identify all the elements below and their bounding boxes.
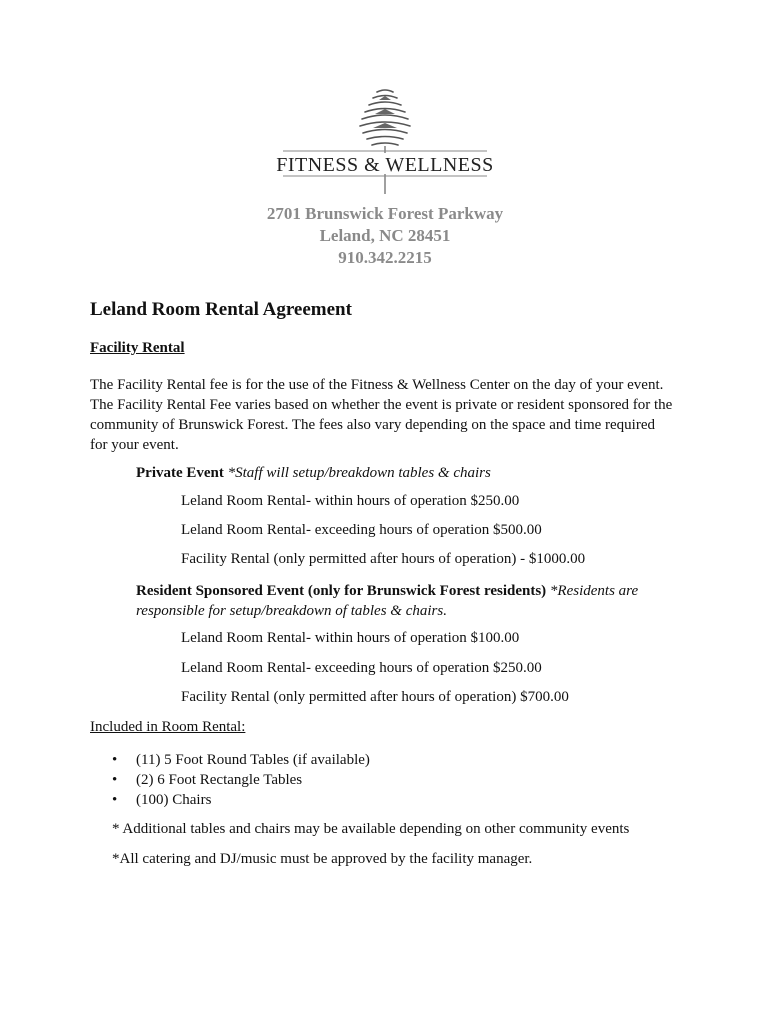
- address-block: [0, 203, 770, 269]
- fitness-wellness-logo: [0, 80, 770, 196]
- list-item: • (2) 6 Foot Rectangle Tables: [112, 770, 370, 790]
- intro-line: for your event.: [90, 437, 179, 453]
- private-fee-item: Leland Room Rental- within hours of operation $250.00: [181, 493, 520, 509]
- catering-note: *All catering and DJ/music must be approved by the facility manager.: [112, 851, 533, 867]
- page-title: Leland Room Rental Agreement: [90, 299, 352, 320]
- resident-event-label: Resident Sponsored Event (only for Brunswick Forest residents): [136, 583, 547, 599]
- address-phone: 910.342.2215: [338, 248, 432, 267]
- tree-icon: [265, 80, 505, 196]
- intro-line: community of Brunswick Forest. The fees also vary depending on the space and time required: [90, 417, 655, 433]
- private-event-heading: [136, 463, 491, 483]
- list-item: • (100) Chairs: [112, 790, 370, 810]
- resident-event-heading: [136, 581, 638, 621]
- resident-event-note-cont: responsible for setup/breakdown of tables & chairs.: [136, 603, 447, 619]
- private-event-note: *Staff will setup/breakdown tables & chairs: [227, 465, 491, 481]
- section-heading-facility-rental: Facility Rental: [90, 340, 185, 356]
- address-street: 2701 Brunswick Forest Parkway: [266, 204, 504, 223]
- resident-fee-item: Leland Room Rental- exceeding hours of operation $250.00: [181, 660, 542, 676]
- private-fee-item: Facility Rental (only permitted after hours of operation) - $1000.00: [181, 551, 586, 567]
- resident-fee-item: Facility Rental (only permitted after hours of operation) $700.00: [181, 689, 569, 705]
- logo-text: FITNESS & WELLNESS: [276, 154, 494, 176]
- resident-fee-item: Leland Room Rental- within hours of operation $100.00: [181, 630, 520, 646]
- included-list: [112, 750, 370, 810]
- resident-event-note: *Residents are: [549, 583, 639, 599]
- private-event-label: Private Event: [136, 465, 224, 481]
- private-fee-item: Leland Room Rental- exceeding hours of operation $500.00: [181, 522, 542, 538]
- intro-paragraph: [90, 375, 690, 455]
- intro-line: The Facility Rental fee is for the use of the Fitness & Wellness Center on the day of your event.: [90, 377, 664, 393]
- included-heading: Included in Room Rental:: [90, 719, 246, 735]
- address-city: Leland, NC 28451: [319, 226, 451, 245]
- list-item: • (11) 5 Foot Round Tables (if available): [112, 750, 370, 770]
- additional-tables-note: * Additional tables and chairs may be available depending on other community events: [112, 821, 630, 837]
- intro-line: The Facility Rental Fee varies based on whether the event is private or resident sponsored for the: [90, 397, 673, 413]
